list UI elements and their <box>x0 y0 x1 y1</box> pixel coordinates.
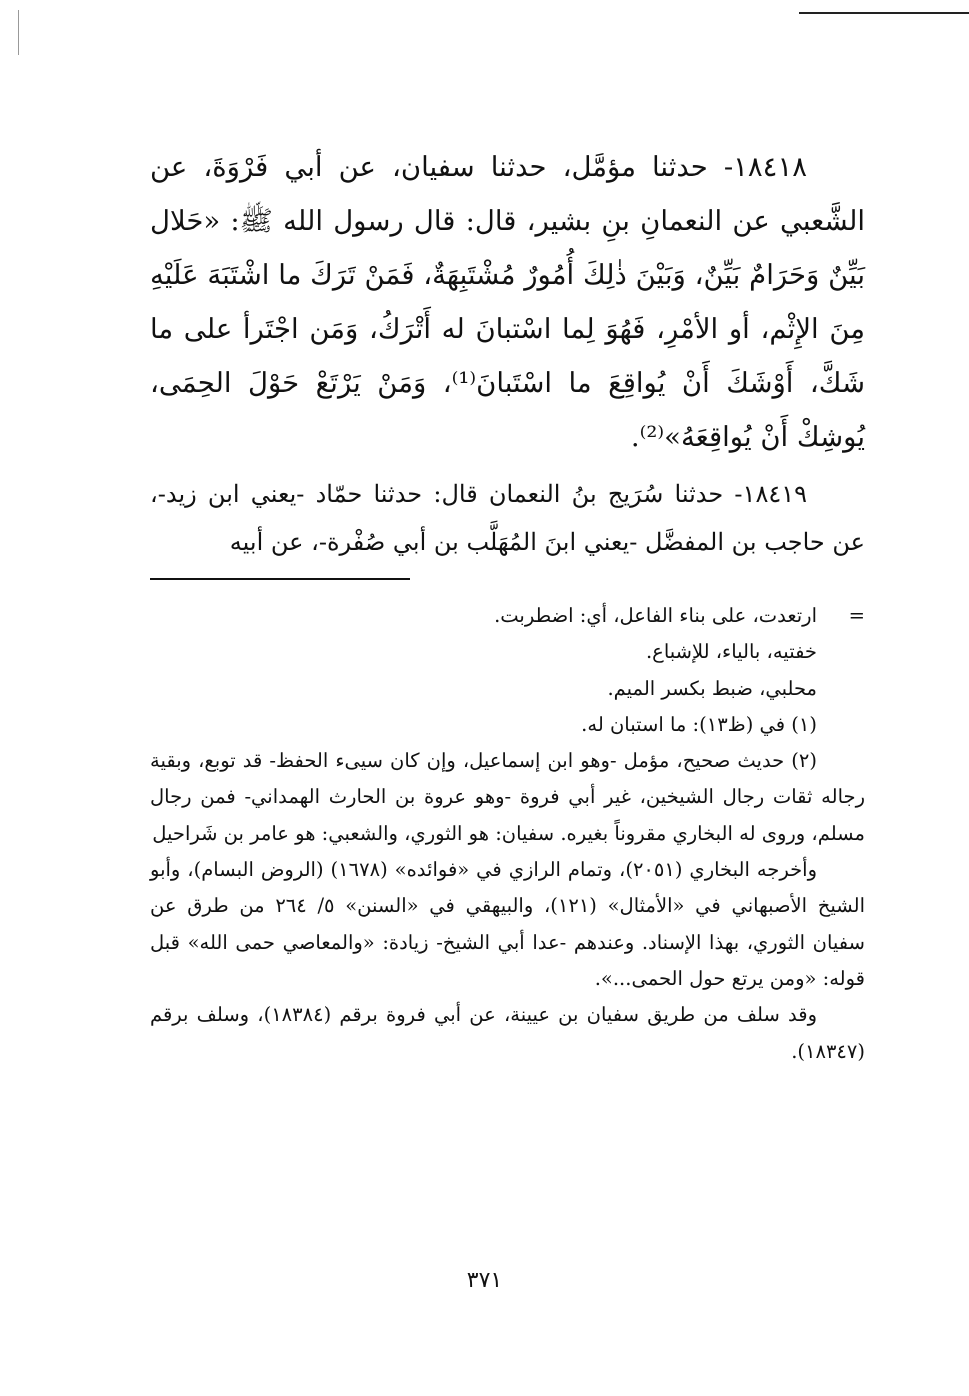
hadith-18419 <box>150 470 865 566</box>
footnote-2-paragraph-2: وأخرجه البخاري (٢٠٥١)، وتمام الرازي في «فوائده» (١٦٧٨) (الروض البسام)، وأبو الشيخ الأصبهاني في «الأمثال» (١٢١)، والبيهقي في «السنن» ٥/ ٢٦٤ من طرق عن سفيان الثوري، بهذا الإسناد. وعندهم -عدا أبي الشيخ- زيادة: «والمعاصي حمى الله» قبل قوله: «ومن يرتع حول الحمى...». <box>150 858 865 990</box>
top-rule <box>799 12 969 14</box>
hadith-18419-text: ١٨٤١٩- حدثنا سُرَيج بنُ النعمان قال: حدثنا حمّاد -يعني ابن زيد-، عن حاجب بن المفضَّل -يعني ابنَ المُهَلَّب بن أبي صُفْرة-، عن أبيه <box>150 480 865 556</box>
footnote-line: خفتيه، بالياء، للإشباع. <box>645 640 817 664</box>
footnote-line: محلبي، ضبط بكسر الميم. <box>607 676 817 700</box>
page-body <box>150 140 865 1070</box>
footnote-line: =ارتعدت، على بناء الفاعل، أي: اضطربت. <box>150 598 865 634</box>
footnote-divider <box>150 578 410 580</box>
hadith-18418 <box>150 140 865 464</box>
continuation-mark: = <box>848 604 865 627</box>
hadith-18418-text: ١٨٤١٨- حدثنا مؤمَّل، حدثنا سفيان، عن أبي فَرْوَةَ، عن الشَّعبي عن النعمانِ بنِ بشير، قال: قال رسول الله ﷺ: «حَلال بَيِّنٌ وَحَرَامٌ بَيِّنٌ، وَبَيْنَ ذٰلِكَ أُمُورٌ مُشْتَبِهَةٌ، فَمَنْ تَرَكَ ما اشْتَبَهَ عَلَيْهِ مِنَ الإِثْم، أو الأمْرِ، فَهُوَ لِما اسْتبانَ له أَتْرَكُ، وَمَن اجْتَرأ على ما شَكَّ، أَوْشَكَ أَنْ يُواقِعَ ما اسْتَبانَ⁽¹⁾، وَمَنْ يَرْتَعْ حَوْلَ الحِمَى، يُوشِكْ أَنْ يُواقِعَهُ»⁽²⁾. <box>150 151 866 453</box>
footnote-2-paragraph-3: وقد سلف من طريق سفيان بن عيينة، عن أبي فروة برقم (١٨٣٨٤)، وسلف برقم (١٨٣٤٧). <box>150 1003 865 1063</box>
footnote-1: (١) في (ظ١٣): ما استبان له. <box>581 712 817 736</box>
footnotes <box>150 598 865 1070</box>
footnote-2-paragraph-1: (٢) حديث صحيح، مؤمل -وهو ابن إسماعيل، وإن كان سيىء الحفظ- قد توبع، وبقية رجاله ثقات رجال الشيخين، غير أبي فروة -وهو عروة بن الحارث الهمداني- فمن رجال مسلم، وروى له البخاري مقروناً بغيره. سفيان: هو الثوري، والشعبي: هو عامر بن شَراحيل <box>150 749 865 845</box>
page-number: ٣٧١ <box>466 1268 503 1293</box>
scan-edge-mark <box>18 10 19 55</box>
